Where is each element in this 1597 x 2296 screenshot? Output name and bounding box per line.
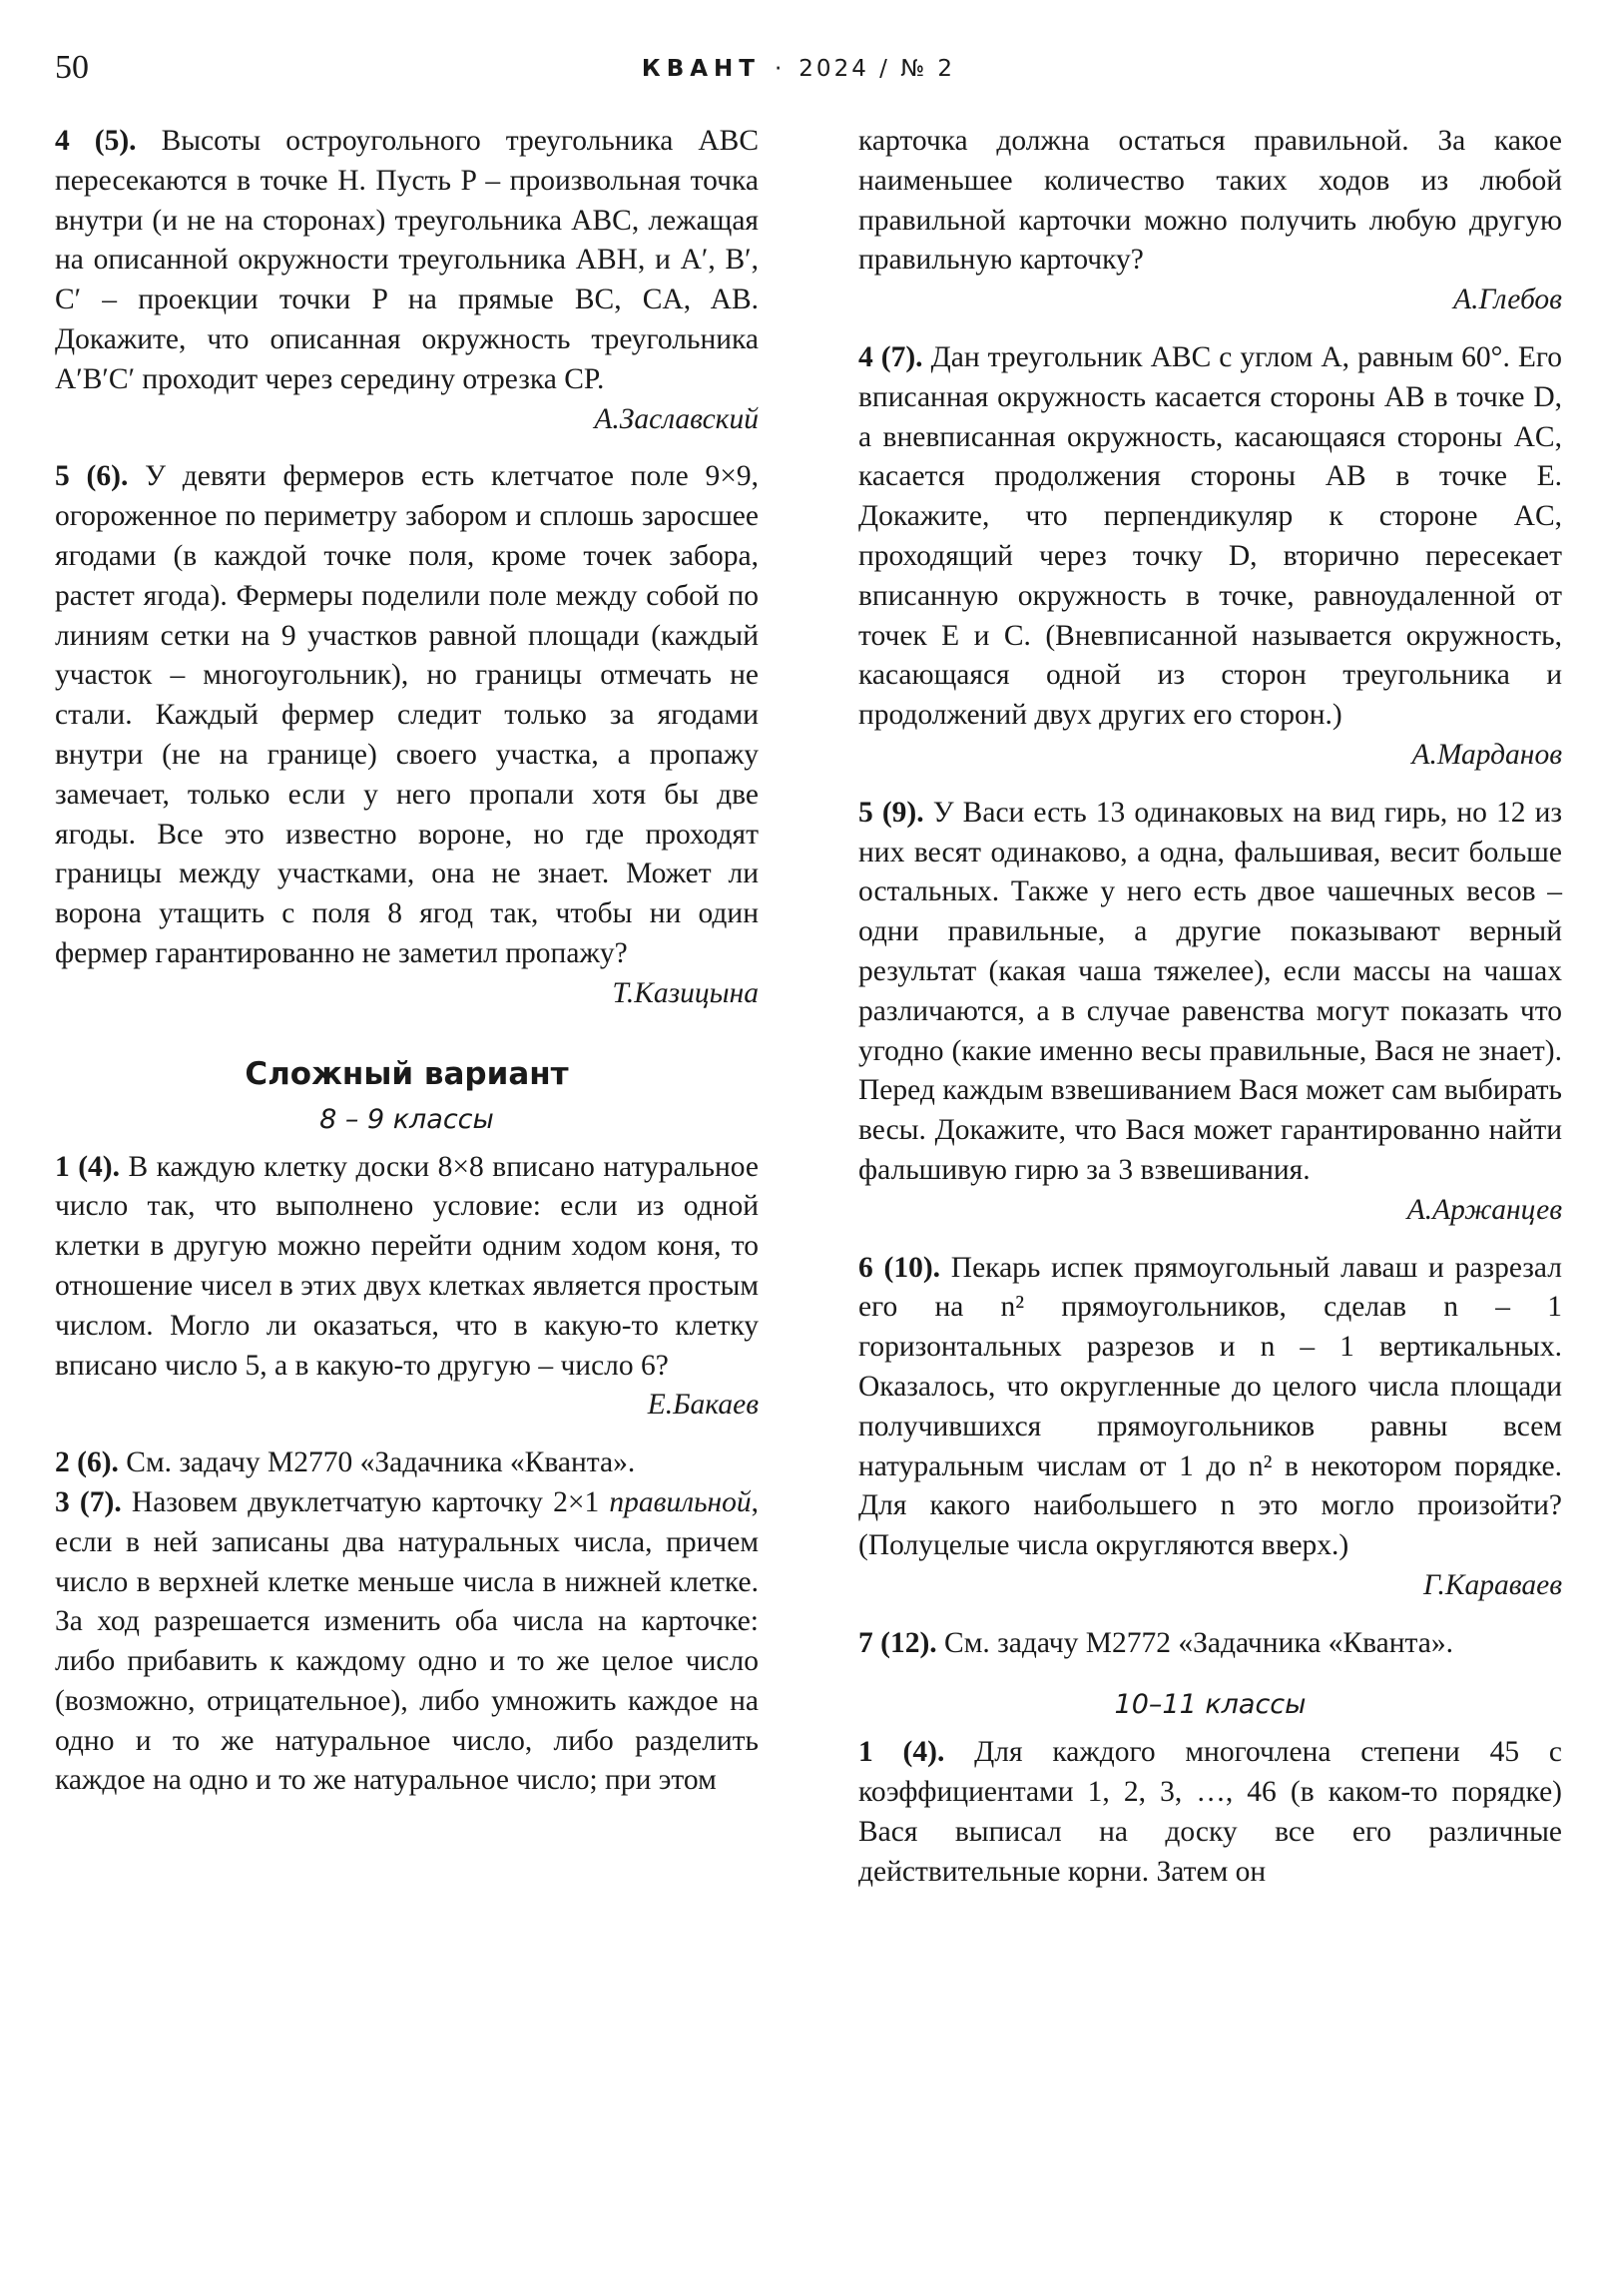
problem-number: 4 (5). (55, 125, 137, 157)
right-column (858, 122, 1562, 1893)
problem-text: Для каждого многочлена степени 45 с коэффициентами 1, 2, 3, …, 46 (в каком-то порядке) Вася выписал на доску все его различные действительные корни. Затем он (858, 1736, 1563, 1888)
problem-text: См. задачу М2772 «Задачника «Кванта». (944, 1626, 1453, 1659)
problem-number: 6 (10). (858, 1251, 941, 1284)
problem-number: 4 (7). (858, 340, 923, 373)
problem-number: 5 (6). (55, 460, 129, 493)
problem-author: А.Глебов (1453, 284, 1562, 316)
problem-text: См. задачу М2770 «Задачника «Кванта». (126, 1446, 636, 1479)
problem-4-7 (858, 338, 1562, 736)
header-separator: · (774, 56, 786, 82)
problem-1-4 (55, 1148, 759, 1387)
problem-text: Высоты остроугольного треугольника ABC пересекаются в точке H. Пусть P – произвольная точка внутри (и не на сторонах) треугольника ABC, лежащая на описанной окружности треугольника ABH, и A′, B′, C′ – проекции точки P на прямые BC, CA, AB. Докажите, что описанная окружность треугольника A′B′C′ проходит через середину отрезка CP. (55, 125, 759, 395)
page-number: 50 (55, 49, 89, 86)
problem-number: 7 (12). (858, 1626, 937, 1659)
problem-text: У девяти фермеров есть клетчатое поле 9×9, огороженное по периметру забором и сплошь заросшее ягодами (в каждой точке поля, кроме точек забора, растет ягода). Фермеры поделили поле между собой по линиям сетки на 9 участков равной площади (каждый участок – многоугольник), но границы отмечать не стали. Каждый фермер следит только за ягодами внутри (не на границе) своего участка, а пропажу замечает, только если у него пропали хотя бы две ягоды. Все это известно вороне, но где проходят границы между участками, она не знает. Может ли ворона утащить с поля 8 ягод так, чтобы ни один фермер гарантированно не заметил пропажу? (55, 460, 760, 969)
problem-7-12 (858, 1624, 1562, 1664)
problem-author: Т.Казицына (612, 976, 759, 1009)
problem-6-10 (858, 1249, 1562, 1566)
problem-3-7-continued (858, 122, 1562, 281)
problem-text: Назовем двуклетчатую карточку 2×1 (131, 1485, 600, 1518)
problem-author: Е.Бакаев (647, 1389, 759, 1422)
running-header (55, 54, 1542, 84)
problem-text: Пекарь испек прямоугольный лаваш и разрезал его на n² прямоугольников, сделав n – 1 горизонтальных разрезов и n – 1 вертикальных. Оказалось, что округленные до целого числа площади получившихся прямоугольников равны всем натуральным числам от 1 до n² в некотором порядке. Для какого наибольшего n это могло произойти? (Полуцелые числа округляются вверх.) (858, 1251, 1563, 1562)
issue-number: 2024 / № 2 (798, 56, 956, 82)
left-column (55, 122, 759, 1801)
problem-author: Г.Караваев (1422, 1568, 1562, 1601)
problem-3-7 (55, 1483, 759, 1801)
problem-5-6 (55, 457, 759, 973)
journal-name: КВАНТ (641, 56, 761, 82)
section-title: Сложный вариант (245, 1055, 569, 1092)
problem-number: 3 (7). (55, 1485, 122, 1518)
problem-number: 1 (4). (858, 1736, 945, 1769)
problem-text: Дан треугольник ABC с углом A, равным 60°. Его вписанная окружность касается стороны AB в точке D, а вневписанная окружность, касающаяся стороны AC, касается продолжения стороны AB в точке E. Докажите, что перпендикуляр к стороне AC, проходящий через точку D, вторично пересекает вписанную окружность в точке, равноудаленной от точек E и C. (Вневписанной называется окружность, касающаяся одной из сторон треугольника и продолжений двух других его сторон.) (858, 340, 1563, 732)
problem-2-6 (55, 1443, 759, 1483)
problem-number: 5 (9). (858, 796, 924, 829)
problem-term: правильной (609, 1485, 752, 1518)
problem-author: А.Заславский (594, 402, 759, 435)
problem-4-5 (55, 122, 759, 400)
page-header (55, 48, 1542, 88)
problem-1-4-senior (858, 1733, 1562, 1892)
problem-text-cont: , если в ней записаны два натуральных числа, причем число в верхней клетке меньше числа в нижней клетке. За ход разрешается изменить оба числа на карточке: либо прибавить к каждому одно и то же целое число (возможно, отрицательное), либо умножить каждое на одно и то же натуральное число, либо разделить каждое на одно и то же натуральное число; при этом (55, 1485, 760, 1797)
problem-text: карточка должна остаться правильной. За какое наименьшее количество таких ходов из любой правильной карточки можно получить любую другую правильную карточку? (858, 125, 1562, 277)
problem-text: В каждую клетку доски 8×8 вписано натуральное число так, что выполнено условие: если из одной клетки в другую можно перейти одним ходом коня, то отношение чисел в этих двух клетках является простым числом. Могло ли оказаться, что в какую-то клетку вписано число 5, а в какую-то другую – число 6? (55, 1150, 760, 1382)
problem-5-9 (858, 794, 1562, 1191)
problem-author: А.Аржанцев (1406, 1193, 1562, 1226)
problem-number: 2 (6). (55, 1446, 119, 1479)
grade-heading: 10–11 классы (1114, 1689, 1307, 1721)
grade-heading: 8 – 9 классы (319, 1103, 494, 1135)
problem-author: А.Марданов (1411, 738, 1562, 771)
problem-number: 1 (4). (55, 1150, 121, 1183)
problem-text: У Васи есть 13 одинаковых на вид гирь, но 12 из них весят одинаково, а одна, фальшивая, весит больше остальных. Также у него есть двое чашечных весов – одни правильные, а другие показывают верный результат (какая чаша тяжелее), если массы на чашах различаются, а в случае равенства могут показать что угодно (какие именно весы правильные, Вася не знает). Перед каждым взвешиванием Вася может сам выбирать весы. Докажите, что Вася может гарантированно найти фальшивую гирю за 3 взвешивания. (858, 796, 1563, 1186)
